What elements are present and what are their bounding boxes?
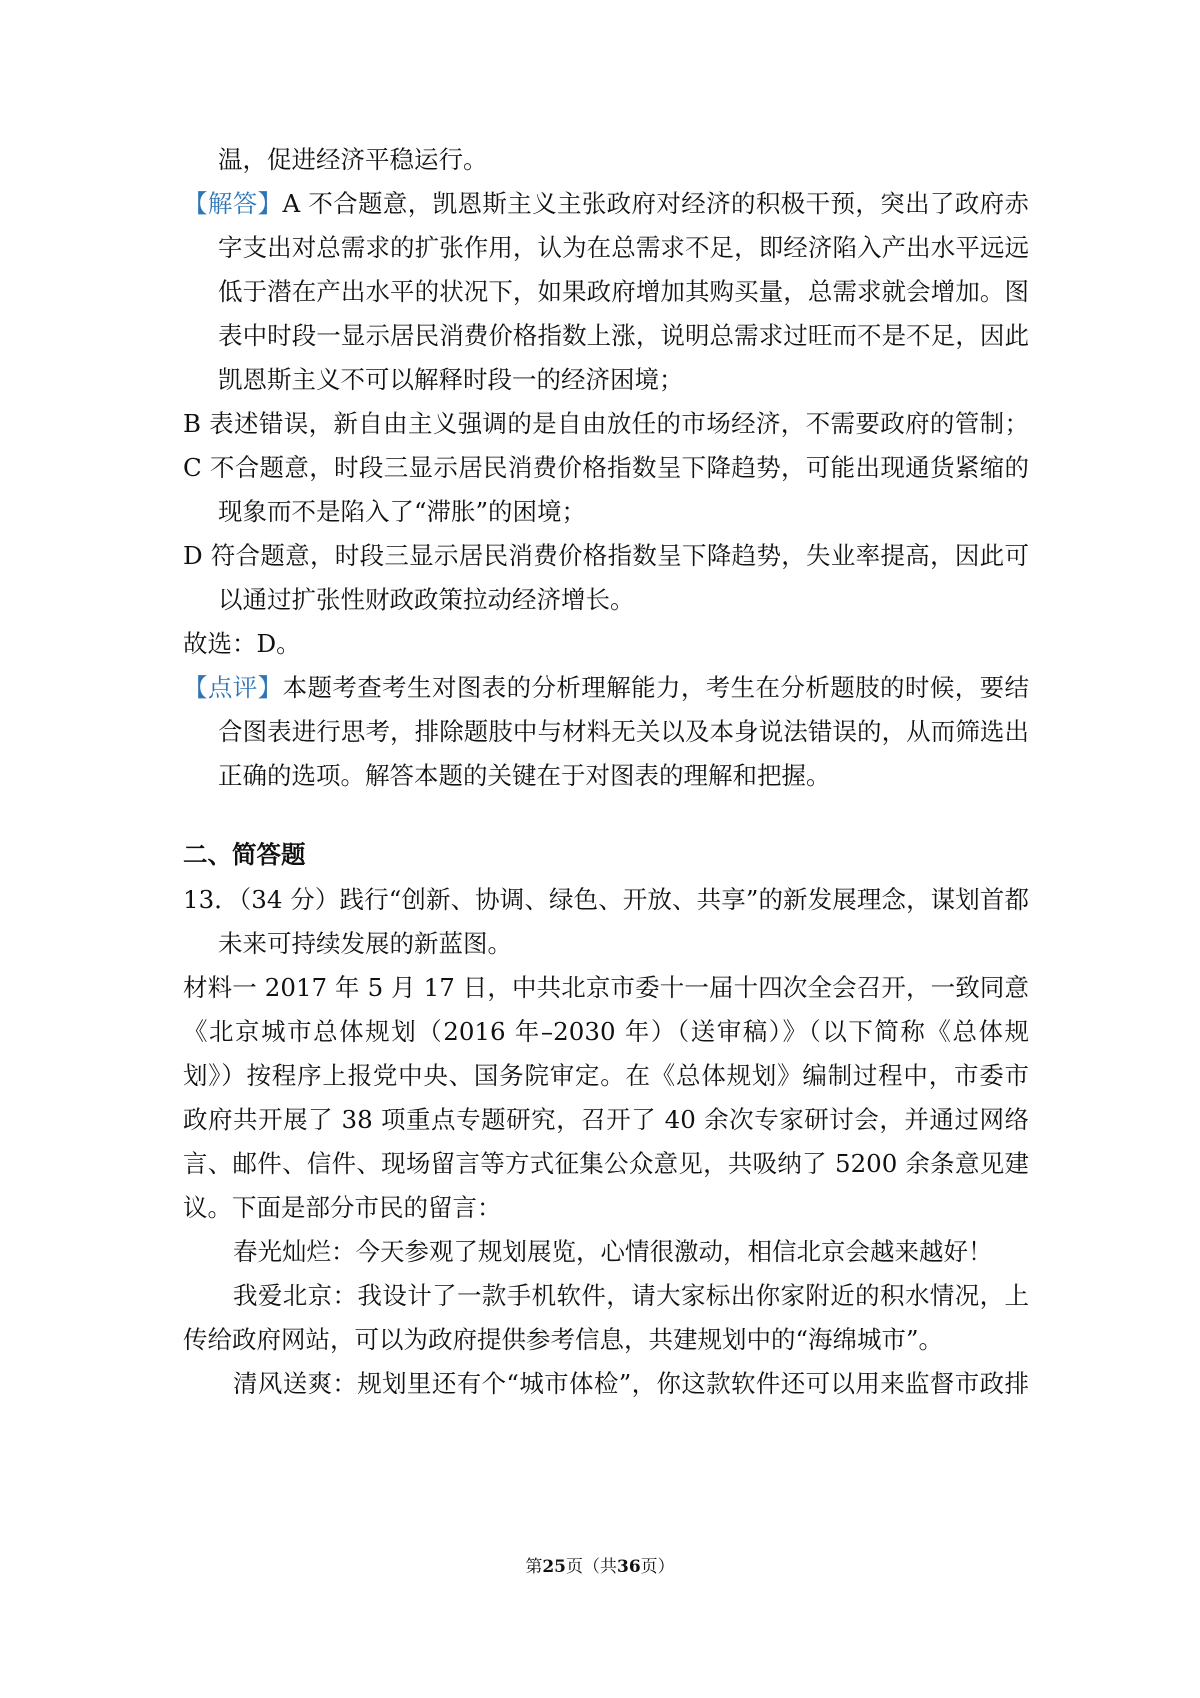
question-number: 13． [183, 885, 239, 914]
comment-entry: 春光灿烂：今天参观了规划展览，心情很激动，相信北京会越来越好！ [233, 1237, 993, 1266]
comment-entry: 清风送爽：规划里还有个“城市体检”，你这款软件还可以用来监督市政排 [233, 1369, 1029, 1398]
page-number: 25 [542, 1557, 566, 1577]
text-line: 合图表进行思考，排除题肢中与材料无关以及本身说法错误的，从而筛选出 [218, 717, 1029, 746]
text-line: 现象而不是陷入了“滞胀”的困境； [218, 497, 587, 526]
footer-mid: 页（共 [566, 1557, 617, 1577]
comment-entry: 我爱北京：我设计了一款手机软件，请大家标出你家附近的积水情况，上 [233, 1281, 1029, 1310]
text-line: 表中时段一显示居民消费价格指数上涨，说明总需求过旺而不是不足，因此 [218, 321, 1029, 350]
text-line: C 不合题意，时段三显示居民消费价格指数呈下降趋势，可能出现通货紧缩的 [183, 453, 1029, 482]
comment-line [183, 670, 1029, 706]
footer-suffix: 页） [640, 1557, 675, 1577]
text-line: 以通过扩张性财政政策拉动经济增长。 [218, 585, 635, 614]
text-line: 议。下面是部分市民的留言： [183, 1193, 502, 1222]
text-line: 字支出对总需求的扩张作用，认为在总需求不足，即经济陷入产出水平远远 [218, 233, 1029, 262]
text-line: 故选：D。 [183, 629, 301, 658]
text-line: 未来可持续发展的新蓝图。 [218, 929, 512, 958]
text-line: 政府共开展了 38 项重点专题研究，召开了 40 余次专家研讨会，并通过网络 [183, 1105, 1029, 1134]
text-line: （34 分）践行“创新、协调、绿色、开放、共享”的新发展理念，谋划首都 [238, 885, 1029, 914]
text-line: 划》）按程序上报党中央、国务院审定。在《总体规划》编制过程中，市委市 [183, 1061, 1029, 1090]
section-heading: 二、简答题 [183, 840, 306, 869]
text-line: 《北京城市总体规划（2016 年–2030 年）（送审稿）》（以下简称《总体规 [183, 1017, 1029, 1046]
text-line: 正确的选项。解答本题的关键在于对图表的理解和把握。 [218, 761, 831, 790]
text-line: 低于潜在产出水平的状况下，如果政府增加其购买量，总需求就会增加。图 [218, 277, 1029, 306]
text-line: D 符合题意，时段三显示居民消费价格指数呈下降趋势，失业率提高，因此可 [183, 541, 1029, 570]
page-footer [0, 1555, 1200, 1579]
comment-tag: 【点评】 [183, 673, 283, 702]
text-line: 凯恩斯主义不可以解释时段一的经济困境； [218, 365, 684, 394]
text-line: 温，促进经济平稳运行。 [218, 145, 488, 174]
text-line: 材料一 2017 年 5 月 17 日，中共北京市委十一届十四次全会召开，一致同意 [183, 973, 1029, 1002]
page-total: 36 [617, 1557, 641, 1577]
answer-line [183, 186, 1029, 222]
text-line: A 不合题意，凯恩斯主义主张政府对经济的积极干预，突出了政府赤 [282, 189, 1029, 218]
text-line: 言、邮件、信件、现场留言等方式征集公众意见，共吸纳了 5200 余条意见建 [183, 1149, 1029, 1178]
text-line: 本题考查考生对图表的分析理解能力，考生在分析题肢的时候，要结 [282, 673, 1029, 702]
text-line: B 表述错误，新自由主义强调的是自由放任的市场经济，不需要政府的管制； [183, 409, 1029, 438]
footer-prefix: 第 [525, 1557, 543, 1577]
text-line: 传给政府网站，可以为政府提供参考信息，共建规划中的“海绵城市”。 [183, 1325, 944, 1354]
question-line [183, 882, 1029, 918]
answer-tag: 【解答】 [183, 189, 283, 218]
